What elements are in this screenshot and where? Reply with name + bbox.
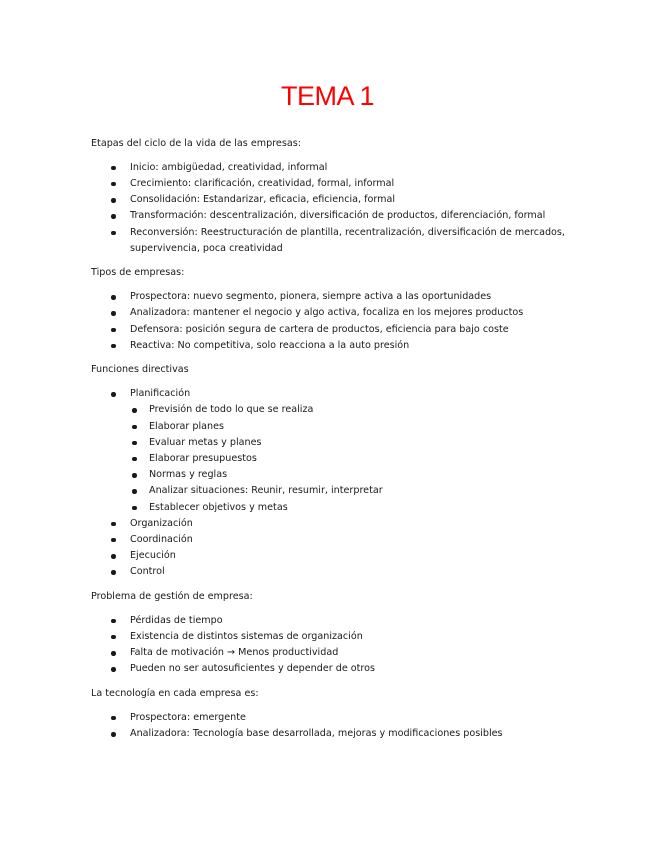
list-item-text: Defensora: posición segura de cartera de productos, eficiencia para bajo coste [130,323,509,335]
bullet-icon [111,635,116,640]
bullet-icon [111,651,116,656]
bullet-icon [111,716,116,721]
section-heading-tecnologia: La tecnología en cada empresa es: [91,688,259,700]
list-item [91,305,571,321]
list-item [91,322,571,338]
list-item-text: Pueden no ser autosuficientes y depender de otros [130,663,376,675]
bullet-icon [111,311,116,316]
sublist-item-text: Analizar situaciones: Reunir, resumir, interpretar [149,485,383,497]
sublist-item [130,500,571,516]
list-item-text: Reconversión: Reestructuración de plantilla, recentralización, diversificación de mercados, supervivencia, poca creatividad [130,226,565,254]
list-item [91,289,571,305]
bullet-icon [111,344,116,349]
sublist-item-text: Previsión de todo lo que se realiza [149,404,314,416]
sublist-item [130,483,571,499]
list-item [91,613,571,629]
bullet-icon [132,489,137,494]
list-item-text: Planificación [130,388,191,400]
list-item [91,338,571,354]
sublist-item-text: Evaluar metas y planes [149,436,262,448]
list-item-text: Organización [130,517,193,529]
list-item-text: Falta de motivación → Menos productividad [130,647,339,659]
list-item-text: Control [130,566,165,578]
bullet-icon [111,214,116,219]
document-body [91,136,571,751]
list-tipos [91,289,571,354]
list-item [91,192,571,208]
section-heading-funciones: Funciones directivas [91,364,189,376]
list-etapas [91,160,571,257]
sublist-planificacion [130,402,571,515]
list-tecnologia [91,710,571,742]
list-item-text: Prospectora: emergente [130,711,246,723]
list-item [91,645,571,661]
sublist-item [130,435,571,451]
document-title: TEMA 1 [280,81,375,111]
sublist-item [130,419,571,435]
sublist-item-text: Normas y reglas [149,469,228,481]
bullet-icon [111,198,116,203]
sublist-item [130,402,571,418]
list-item [91,564,571,580]
section-heading-tipos: Tipos de empresas: [91,267,185,279]
bullet-icon [111,554,116,559]
list-item-text: Inicio: ambigüedad, creatividad, informal [130,161,328,173]
sublist-item-text: Elaborar presupuestos [149,452,257,464]
list-item-text: Existencia de distintos sistemas de organización [130,630,363,642]
bullet-icon [132,408,137,413]
list-item [91,532,571,548]
sublist-item [130,467,571,483]
bullet-icon [111,328,116,333]
list-item-text: Analizadora: mantener el negocio y algo activa, focaliza en los mejores productos [130,307,524,319]
bullet-icon [111,570,116,575]
list-item-text: Consolidación: Estandarizar, eficacia, eficiencia, formal [130,194,396,206]
list-item [91,548,571,564]
bullet-icon [111,619,116,624]
bullet-icon [132,457,137,462]
list-item-text: Analizadora: Tecnología base desarrollada, mejoras y modificaciones posibles [130,728,503,739]
list-item-text: Transformación: descentralización, diversificación de productos, diferenciación, formal [130,210,546,222]
sublist-item [130,451,571,467]
list-item [91,208,571,224]
list-item [91,225,571,257]
bullet-icon [111,182,116,187]
list-item [91,710,571,726]
bullet-icon [132,506,137,511]
list-item [91,629,571,645]
list-item [91,516,571,532]
bullet-icon [111,667,116,672]
list-item [91,386,571,516]
bullet-icon [132,441,137,446]
list-item [91,160,571,176]
bullet-icon [111,522,116,527]
sublist-item-text: Elaborar planes [149,420,224,432]
bullet-icon [111,166,116,171]
list-item-text: Prospectora: nuevo segmento, pionera, siempre activa a las oportunidades [130,291,492,303]
bullet-icon [111,538,116,543]
bullet-icon [111,732,116,737]
list-item [91,726,571,742]
list-funciones [91,386,571,580]
list-item [91,176,571,192]
bullet-icon [111,392,116,397]
list-item-text: Coordinación [130,533,193,545]
list-item-text: Crecimiento: clarificación, creatividad, formal, informal [130,177,395,189]
section-heading-problema: Problema de gestión de empresa: [91,591,253,603]
list-problema [91,613,571,678]
bullet-icon [111,295,116,300]
list-item-text: Pérdidas de tiempo [130,614,223,626]
bullet-icon [111,231,116,236]
bullet-icon [132,425,137,430]
sublist-item-text: Establecer objetivos y metas [149,501,288,513]
bullet-icon [132,473,137,478]
section-heading-etapas: Etapas del ciclo de la vida de las empresas: [91,138,301,149]
list-item-text: Ejecución [130,550,176,562]
list-item-text: Reactiva: No competitiva, solo reacciona a la auto presión [130,339,410,351]
list-item [91,661,571,677]
